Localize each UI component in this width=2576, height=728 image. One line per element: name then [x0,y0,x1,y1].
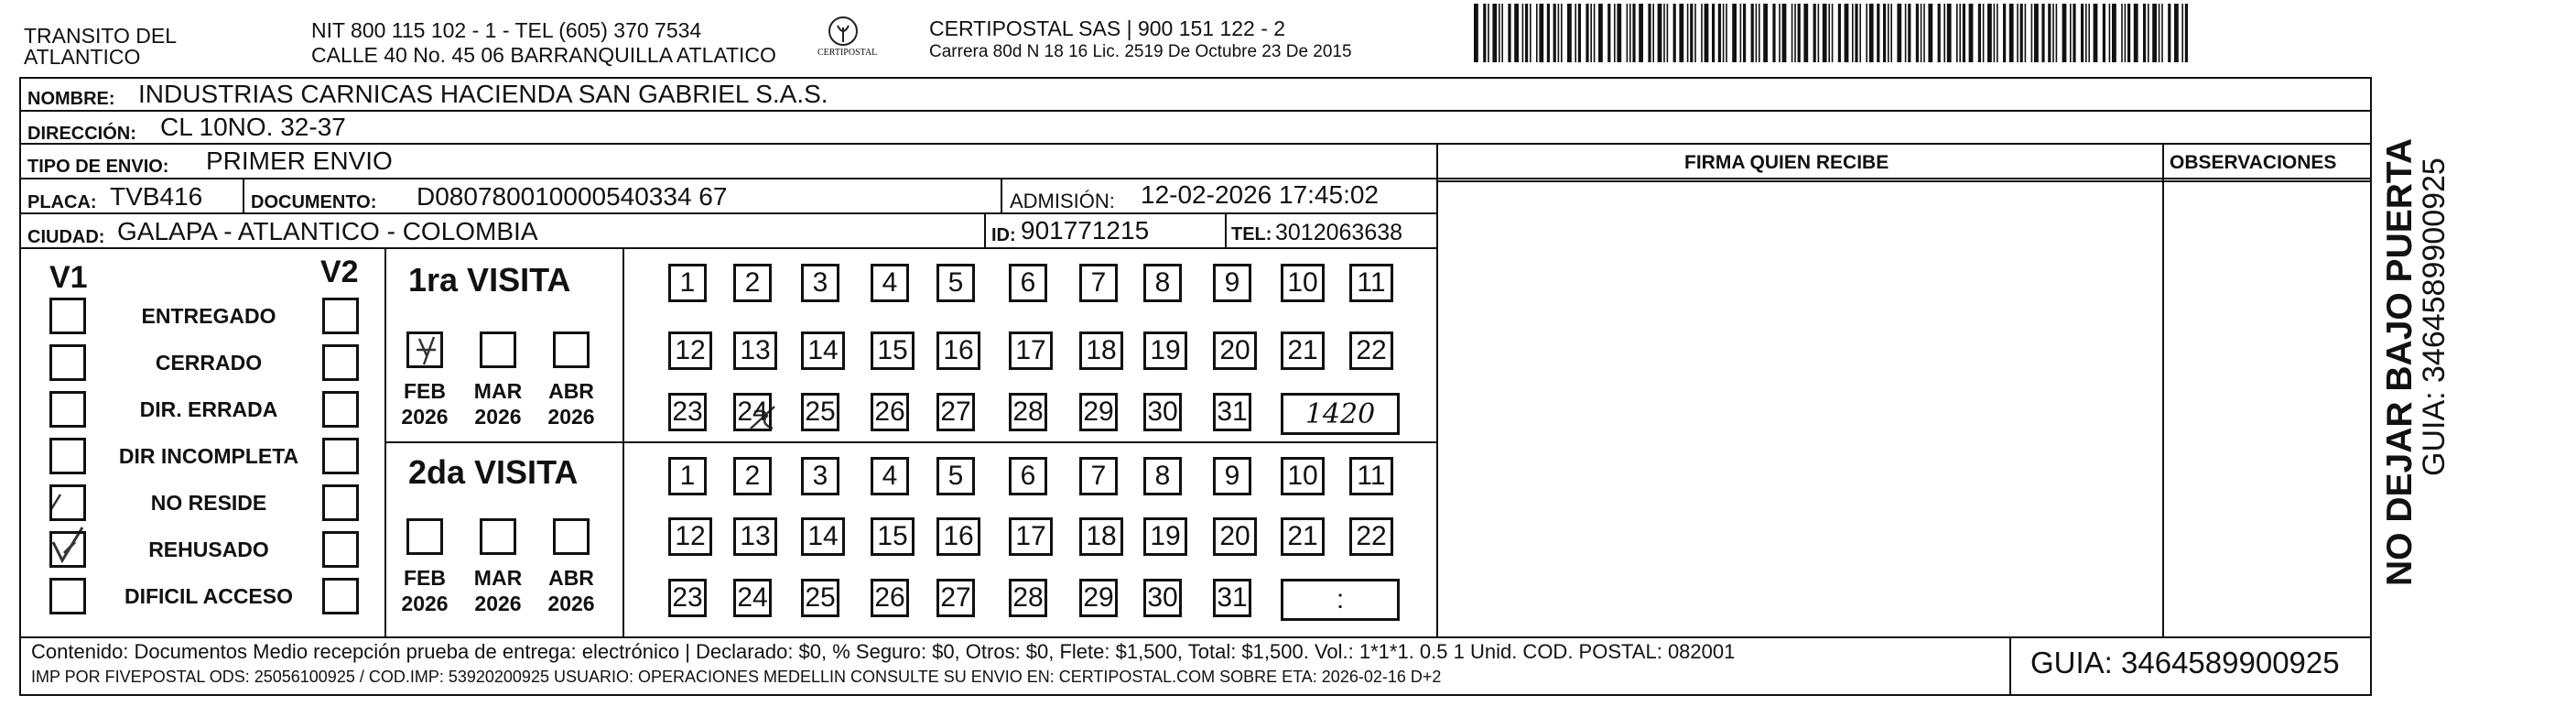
barcode-bar [1718,4,1721,62]
barcode-bar [1632,4,1635,62]
barcode-bar [1832,4,1834,62]
barcode-bar [1553,4,1556,62]
second-visit-day-box[interactable]: 19 [1143,517,1187,556]
second-visit-title: 2da VISITA [408,453,579,491]
first-visit-day-box[interactable]: 12 [668,331,712,370]
barcode-bar [1923,4,1925,62]
barcode-bar [2094,4,2098,62]
barcode-bar [1679,4,1683,62]
header-left-line2: ATLANTICO [24,45,141,69]
id-label: ID: [991,225,1016,245]
certipostal-logo-text: CERTIPOSTAL [817,48,878,58]
first-visit-day-box[interactable]: 22 [1349,331,1393,370]
barcode-bar [2159,4,2160,62]
second-visit-month-box[interactable] [480,518,516,555]
barcode-bar [1492,4,1497,62]
second-visit-day-box[interactable]: 20 [1213,517,1257,556]
documento-label: DOCUMENTO: [251,192,377,212]
barcode-bar [2088,4,2090,62]
barcode-bar [1514,4,1519,62]
barcode-bar [2134,4,2138,62]
second-visit-day-box[interactable]: 22 [1349,517,1393,556]
barcode-bar [2161,4,2163,62]
barcode-bar [1947,4,1952,62]
barcode-bar [2062,4,2067,62]
header-right-line1: CERTIPOSTAL SAS | 900 151 122 - 2 [929,16,1286,40]
barcode-bar [1687,4,1689,62]
barcode-bar [2185,4,2188,62]
first-visit-day-box[interactable]: 3 [801,264,839,302]
status-option-label: REHUSADO [148,538,269,561]
barcode-bar [2056,4,2058,62]
footer-imp: IMP POR FIVEPOSTAL ODS: 25056100925 / COD.IMP: 53920200925 USUARIO: OPERACIONES MEDELLIN CONSULTE SU ENVIO EN: CERTIPOSTAL.COM SOBRE ETA: 2026-02-16 D+2 [31,668,1442,686]
first-visit-day-box[interactable]: 25 [801,393,839,431]
barcode-bar [1525,4,1528,62]
barcode-bar [1921,4,1922,62]
second-visit-time-box[interactable]: : [1281,579,1400,621]
barcode-bar [1798,4,1801,62]
barcode-bar [1667,4,1669,62]
barcode-bar [2048,4,2051,62]
barcode-bar [1908,4,1910,62]
barcode-bar [2085,4,2087,62]
barcode-bar [1855,4,1857,62]
id-value: 901771215 [1021,216,1150,244]
first-visit-day-box[interactable]: 1 [668,264,707,302]
barcode-bar [1883,4,1886,62]
first-visit-day-box[interactable]: 19 [1143,331,1187,370]
barcode [1474,4,2188,62]
first-visit-day-box[interactable]: 9 [1213,264,1251,302]
barcode-bar [2168,4,2170,62]
barcode-bar [2181,4,2183,62]
barcode-bar [2112,4,2116,62]
barcode-bar [1712,4,1715,62]
barcode-bar [1578,4,1581,62]
barcode-bar [2031,4,2033,62]
barcode-bar [1803,4,1808,62]
barcode-bar [1751,4,1754,62]
barcode-bar [1558,4,1560,62]
barcode-graphic [1474,4,2188,62]
second-visit-day-box[interactable]: 13 [733,517,777,556]
status-option-label: ENTREGADO [141,304,276,328]
side-guia-number: GUIA: 3464589900925 [2417,158,2452,476]
second-visit-day-box[interactable]: 11 [1349,457,1393,495]
barcode-bar [1943,4,1945,62]
second-visit-day-box[interactable]: 2 [733,457,772,495]
first-visit-day-box[interactable]: 27 [936,393,975,431]
barcode-bar [1694,4,1696,62]
barcode-bar [1813,4,1816,62]
second-visit-month-box[interactable] [406,518,443,555]
barcode-bar [1652,4,1654,62]
first-visit-day-box[interactable]: 15 [871,331,915,370]
barcode-bar [1561,4,1563,62]
barcode-bar [1779,4,1780,62]
barcode-bar [1594,4,1596,62]
second-visit-month-label: FEB [404,566,446,590]
barcode-bar [1590,4,1592,62]
barcode-bar [1794,4,1796,62]
barcode-bar [2017,4,2019,62]
first-visit-time-box[interactable]: 1420 [1281,393,1400,435]
footer-guia-box: GUIA: 3464589900925 [2030,646,2340,679]
barcode-bar [1869,4,1874,62]
tipo-envio-label: TIPO DE ENVIO: [27,157,169,177]
first-visit-month-label: MAR [473,379,523,403]
second-visit-month-label: ABR [548,566,594,590]
barcode-bar [1997,4,1998,62]
first-visit-day-box[interactable]: 17 [1009,331,1053,370]
barcode-bar [1959,4,1961,62]
barcode-bar [1782,4,1787,62]
barcode-bar [1536,4,1538,62]
second-visit-day-box[interactable]: 7 [1079,457,1118,495]
first-visit-day-box[interactable]: 26 [871,393,909,431]
barcode-bar [1956,4,1958,62]
first-visit-title: 1ra VISITA [408,261,571,299]
barcode-bar [1701,4,1703,62]
barcode-bar [2041,4,2044,62]
first-visit-month-box[interactable] [553,331,590,368]
barcode-bar [1877,4,1879,62]
first-visit-day-box[interactable]: 16 [936,331,980,370]
second-visit-year-label: 2026 [401,592,449,615]
first-visit-day-box[interactable]: 6 [1009,264,1047,302]
admision-value: 12-02-2026 17:45:02 [1141,180,1379,209]
barcode-bar [1823,4,1827,62]
barcode-bar [1726,4,1727,62]
barcode-bar [1938,4,1941,62]
direccion-value: CL 10NO. 32-37 [160,113,346,141]
header-mid-line1: NIT 800 115 102 - 1 - TEL (605) 370 7534 [311,18,702,42]
barcode-bar [1845,4,1849,62]
first-visit-day-box[interactable]: 8 [1143,264,1182,302]
first-visit-day-box[interactable]: 10 [1281,264,1325,302]
first-visit-year-label: 2026 [401,405,449,429]
header-right-line2: Carrera 80d N 18 16 Lic. 2519 De Octubre 23 De 2015 [929,42,1352,61]
barcode-bar [2143,4,2146,62]
ciudad-value: GALAPA - ATLANTICO - COLOMBIA [117,217,538,245]
barcode-bar [1673,4,1676,62]
first-visit-day-box[interactable]: 5 [936,264,975,302]
second-visit-day-box[interactable]: 17 [1009,517,1053,556]
barcode-bar [2127,4,2130,62]
second-visit-day-box[interactable]: 8 [1143,457,1182,495]
barcode-bar [1838,4,1841,62]
first-visit-day-box[interactable]: 18 [1079,331,1123,370]
barcode-bar [1705,4,1709,62]
first-visit-year-label: 2026 [547,405,595,429]
v1-label: V1 [49,260,88,295]
second-visit-day-box[interactable]: 18 [1079,517,1123,556]
barcode-bar [1983,4,1985,62]
barcode-bar [1743,4,1746,62]
barcode-bar [1488,4,1489,62]
barcode-bar [1732,4,1737,62]
barcode-bar [2034,4,2039,62]
status-option-label: NO RESIDE [150,491,267,515]
barcode-bar [2070,4,2072,62]
barcode-bar [2109,4,2111,62]
first-visit-day-box[interactable]: 31 [1213,393,1251,431]
first-visit-day-box[interactable]: 30 [1143,393,1182,431]
second-visit-day-box[interactable]: 16 [936,517,980,556]
second-visit-day-box[interactable]: 27 [936,579,975,617]
first-visit-day-box[interactable]: 29 [1079,393,1118,431]
barcode-bar [1994,4,1996,62]
barcode-bar [1474,4,1478,62]
second-visit-day-box[interactable]: 3 [801,457,839,495]
ciudad-label: CIUDAD: [27,227,105,247]
firma-label: FIRMA QUIEN RECIBE [1684,152,1889,173]
barcode-bar [1522,4,1524,62]
first-visit-day-box[interactable]: 23 [668,393,707,431]
certipostal-logo-icon [822,15,864,48]
second-visit-month-box[interactable] [553,518,590,555]
second-visit-day-box[interactable]: 10 [1281,457,1325,495]
status-option-label: DIFICIL ACCESO [124,584,293,608]
first-visit-year-label: 2026 [474,405,522,429]
barcode-bar [1723,4,1725,62]
barcode-bar [2073,4,2075,62]
barcode-bar [1859,4,1861,62]
barcode-bar [1530,4,1532,62]
barcode-bar [2125,4,2127,62]
second-visit-day-box[interactable]: 28 [1009,579,1047,617]
barcode-bar [1866,4,1867,62]
barcode-bar [1499,4,1500,62]
second-visit-day-box[interactable]: 15 [871,517,915,556]
second-visit-day-box[interactable]: 5 [936,457,975,495]
barcode-bar [1759,4,1760,62]
barcode-bar [1890,4,1892,62]
direccion-label: DIRECCIÓN: [27,124,136,144]
second-visit-day-box[interactable]: 26 [871,579,909,617]
barcode-bar [1508,4,1510,62]
first-visit-month-label: ABR [548,379,594,403]
barcode-bar [1963,4,1965,62]
first-visit-day-box[interactable]: 4 [871,264,909,302]
first-visit-month-box[interactable] [480,331,516,368]
barcode-bar [1756,4,1758,62]
status-option-label: CERRADO [155,351,263,375]
barcode-bar [1828,4,1830,62]
tipo-envio-value: PRIMER ENVIO [206,147,393,175]
second-visit-day-box[interactable]: 21 [1281,517,1325,556]
second-visit-year-label: 2026 [474,592,522,615]
barcode-bar [1916,4,1919,62]
first-visit-month-label: FEB [404,379,446,403]
nombre-label: NOMBRE: [27,89,115,109]
v2-label: V2 [320,255,359,289]
first-visit-day-box[interactable]: 13 [733,331,777,370]
barcode-bar [1539,4,1543,62]
first-visit-day-box[interactable]: 21 [1281,331,1325,370]
placa-value: TVB416 [110,182,203,211]
barcode-bar [1888,4,1889,62]
status-option-label: DIR. ERRADA [139,397,278,421]
barcode-bar [1629,4,1631,62]
second-visit-month-label: MAR [473,566,523,590]
barcode-bar [1501,4,1503,62]
barcode-bar [1740,4,1742,62]
second-visit-day-box[interactable]: 14 [801,517,845,556]
second-visit-day-box[interactable]: 24 [733,579,772,617]
barcode-bar [2003,4,2006,62]
admision-label: ADMISIÓN: [1010,190,1115,212]
barcode-bar [1772,4,1775,62]
barcode-bar [1905,4,1907,62]
barcode-bar [1598,4,1603,62]
barcode-bar [1614,4,1616,62]
second-visit-day-box[interactable]: 1 [668,457,707,495]
barcode-bar [1818,4,1820,62]
second-visit-day-box[interactable]: 25 [801,579,839,617]
barcode-bar [1690,4,1693,62]
second-visit-day-box[interactable]: 4 [871,457,909,495]
side-no-dejar-bajo-puerta: NO DEJAR BAJO PUERTA [2380,137,2419,586]
barcode-bar [1763,4,1768,62]
placa-label: PLACA: [27,192,97,212]
barcode-bar [1617,4,1621,62]
header-mid-line2: CALLE 40 No. 45 06 BARRANQUILLA ATLATICO [311,43,776,67]
first-visit-day-box[interactable]: 20 [1213,331,1257,370]
nombre-value: INDUSTRIAS CARNICAS HACIENDA SAN GABRIEL S.A.S. [138,80,828,108]
barcode-bar [2148,4,2149,62]
barcode-bar [1483,4,1486,62]
barcode-bar [2081,4,2084,62]
second-visit-day-box[interactable]: 31 [1213,579,1251,617]
first-visit-day-box[interactable]: 24 [733,393,772,431]
barcode-bar [1648,4,1651,62]
second-visit-day-box[interactable]: 29 [1079,579,1118,617]
barcode-bar [2020,4,2023,62]
barcode-bar [1987,4,1992,62]
barcode-bar [2121,4,2123,62]
barcode-bar [1852,4,1854,62]
barcode-bar [1627,4,1629,62]
barcode-bar [1897,4,1901,62]
barcode-bar [1547,4,1550,62]
first-visit-day-box[interactable]: 2 [733,264,772,302]
barcode-bar [1978,4,1981,62]
second-visit-day-box[interactable]: 9 [1213,457,1251,495]
second-visit-day-box[interactable]: 6 [1009,457,1047,495]
tel-value: 3012063638 [1275,220,1403,245]
tel-label: TEL: [1231,224,1272,244]
barcode-bar [2152,4,2157,62]
header-left-line1: TRANSITO DEL [24,24,177,48]
barcode-bar [1567,4,1572,62]
second-visit-day-box[interactable]: 23 [668,579,707,617]
barcode-bar [2103,4,2105,62]
barcode-bar [1658,4,1662,62]
documento-value: D080780010000540334 67 [417,182,728,211]
barcode-bar [1791,4,1793,62]
second-visit-year-label: 2026 [547,592,595,615]
barcode-bar [1928,4,1932,62]
first-visit-day-box[interactable]: 11 [1349,264,1393,302]
second-visit-day-box[interactable]: 30 [1143,579,1182,617]
status-option-label: DIR INCOMPLETA [118,444,299,468]
first-visit-day-box[interactable]: 28 [1009,393,1047,431]
barcode-bar [2009,4,2014,62]
barcode-bar [2052,4,2054,62]
observaciones-label: OBSERVACIONES [2170,152,2337,173]
barcode-bar [1607,4,1610,62]
barcode-bar [2025,4,2027,62]
barcode-bar [1639,4,1643,62]
barcode-bar [1969,4,1974,62]
first-visit-day-box[interactable]: 14 [801,331,845,370]
barcode-bar [1586,4,1588,62]
barcode-bar [2174,4,2179,62]
second-visit-day-box[interactable]: 12 [668,517,712,556]
footer-contenido: Contenido: Documentos Medio recepción prueba de entrega: electrónico | Declarado: $0, % Seguro: $0, Otros: $0, Flete: $1,500, Total: $1,500. Vol.: 1*1*1. 0.5 1 Unid. COD. POSTAL: 082001 [31,640,1736,663]
first-visit-day-box[interactable]: 7 [1079,264,1118,302]
barcode-bar [1575,4,1576,62]
barcode-bar [1663,4,1665,62]
first-visit-month-box[interactable] [406,331,443,368]
